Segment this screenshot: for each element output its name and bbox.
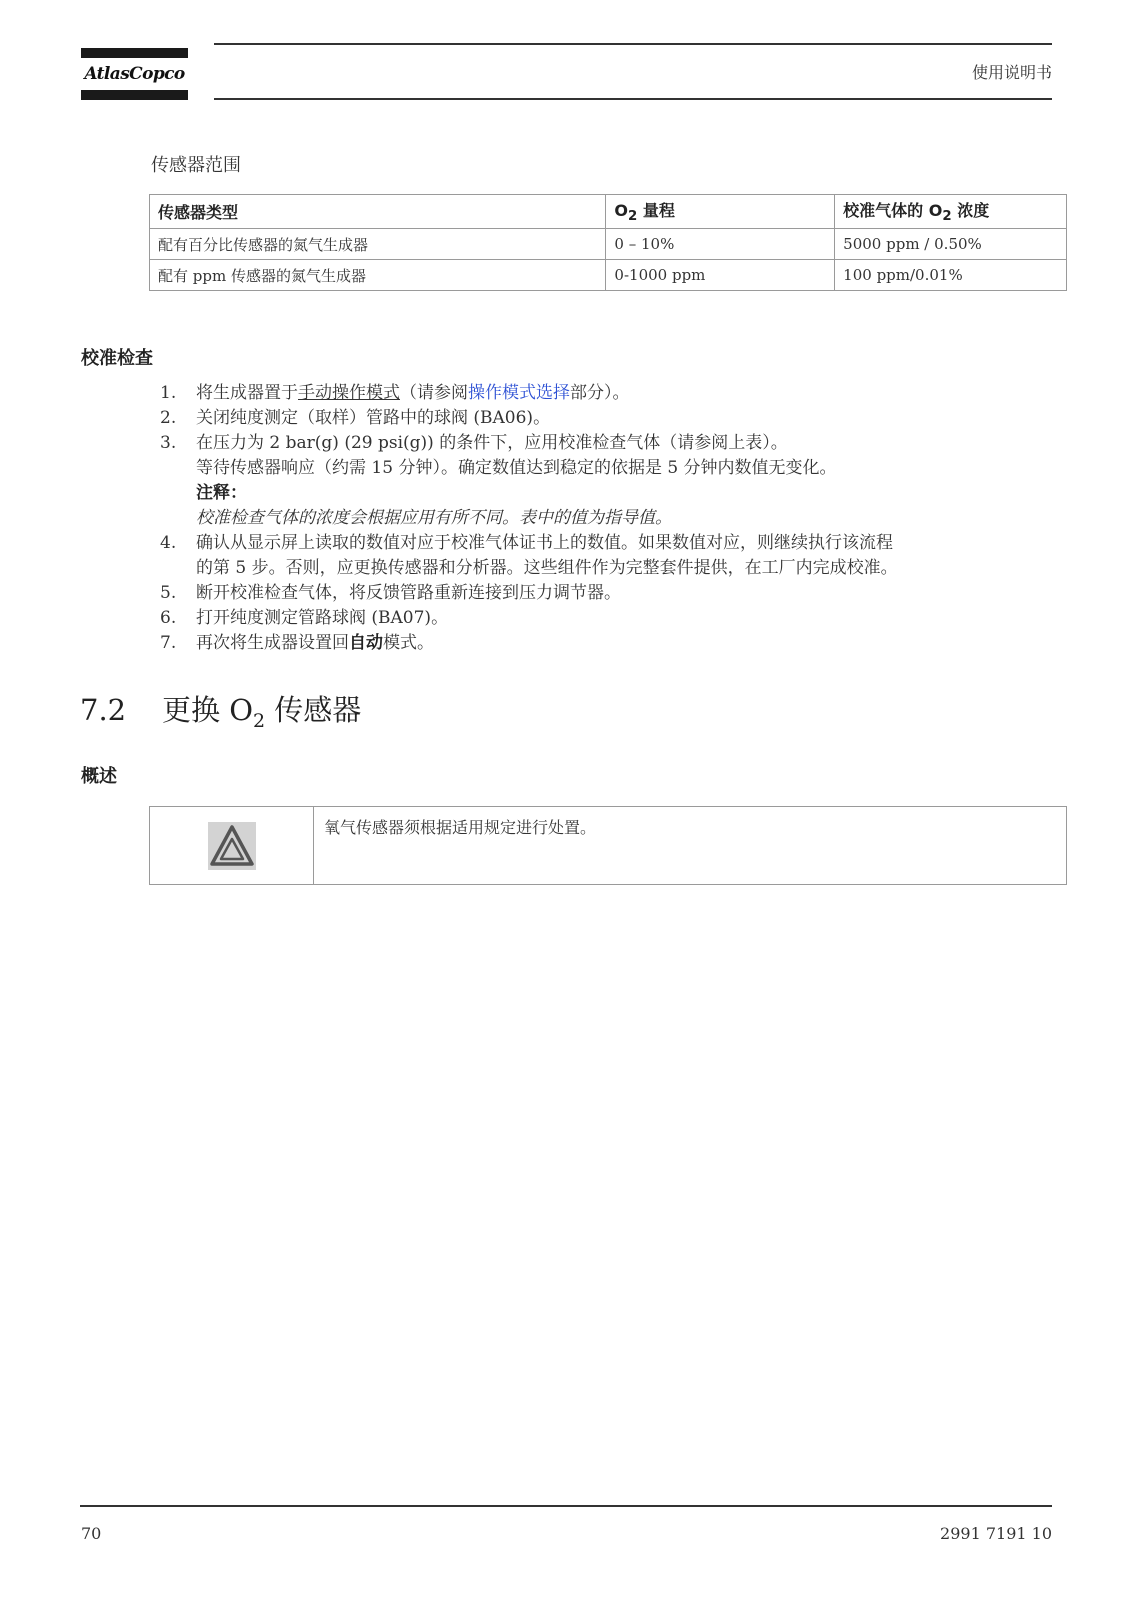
logo-bottom-bar	[81, 90, 188, 100]
table-cell: 100 ppm/0.01%	[835, 260, 1067, 291]
list-item	[160, 431, 1060, 531]
step-number: 1.	[160, 383, 177, 403]
step-number: 3.	[160, 433, 177, 453]
sensor-range-title: 传感器范围	[151, 155, 241, 176]
page-number: 70	[81, 1524, 102, 1543]
calibration-check-heading: 校准检查	[81, 348, 153, 369]
step-text: 关闭纯度测定（取样）管路中的球阀 (BA06)。	[196, 408, 551, 428]
section-title-text: 传感器	[265, 693, 362, 727]
step-number: 2.	[160, 408, 177, 428]
step-text: 的第 5 步。否则，应更换传感器和分析器。这些组件作为完整套件提供，在工厂内完成校准。	[196, 558, 898, 578]
note-text: 校准检查气体的浓度会根据应用有所不同。表中的值为指导值。	[196, 508, 672, 528]
table-header-row	[150, 195, 1067, 229]
note-label: 注释：	[196, 483, 247, 503]
warning-row	[150, 807, 1067, 885]
table-row	[150, 229, 1067, 260]
section-title-text: 更换 O	[162, 693, 253, 727]
warning-icon-cell	[150, 807, 314, 885]
overview-heading: 概述	[81, 766, 117, 787]
table-cell: 配有百分比传感器的氮气生成器	[150, 229, 606, 260]
footer-rule	[80, 1505, 1052, 1507]
step-text: 等待传感器响应（约需 15 分钟）。确定数值达到稳定的依据是 5 分钟内数值无变化。	[196, 458, 837, 478]
auto-mode-emphasis: 自动	[349, 633, 383, 653]
column-header-sensor-type: 传感器类型	[150, 195, 606, 229]
step-text: （请参阅	[400, 383, 468, 403]
atlas-copco-logo	[81, 48, 188, 100]
step-text: 再次将生成器设置回	[196, 633, 349, 653]
table-cell: 5000 ppm / 0.50%	[835, 229, 1067, 260]
warning-box	[149, 806, 1067, 885]
column-header-o2-range: $O_2$ 量程	[606, 195, 835, 229]
table-row	[150, 260, 1067, 291]
list-item	[160, 531, 1060, 581]
list-item	[160, 581, 1060, 606]
section-title	[80, 688, 361, 732]
step-number: 7.	[160, 633, 177, 653]
table-cell: 0 – 10%	[606, 229, 835, 260]
list-item	[160, 381, 1060, 406]
step-text: 在压力为 2 bar(g) (29 psi(g)) 的条件下，应用校准检查气体（请参阅上表）。	[196, 433, 788, 453]
logo-brand-text: AtlasCopco	[84, 64, 185, 84]
sensor-range-table	[149, 194, 1067, 291]
table-cell: 0-1000 ppm	[606, 260, 835, 291]
step-text: 部分）。	[570, 383, 630, 403]
step-text: 确认从显示屏上读取的数值对应于校准气体证书上的数值。如果数值对应，则继续执行该流程	[196, 533, 893, 553]
calibration-steps-list	[160, 381, 1060, 656]
step-text: 将生成器置于	[196, 383, 298, 403]
list-item	[160, 606, 1060, 631]
manual-mode-link[interactable]: 手动操作模式	[298, 383, 400, 403]
step-text: 打开纯度测定管路球阀 (BA07)。	[196, 608, 449, 628]
list-item	[160, 406, 1060, 431]
table-cell: 配有 ppm 传感器的氮气生成器	[150, 260, 606, 291]
operation-mode-selection-link[interactable]: 操作模式选择	[468, 383, 570, 403]
step-number: 6.	[160, 608, 177, 628]
section-number: 7.2	[80, 693, 127, 727]
logo-top-bar	[81, 48, 188, 58]
header-bottom-rule	[214, 98, 1052, 100]
warning-text: 氧气传感器须根据适用规定进行处置。	[314, 807, 1067, 885]
section-title-subscript: 2	[253, 709, 266, 732]
list-item	[160, 631, 1060, 656]
warning-triangle-icon	[208, 822, 256, 870]
step-number: 5.	[160, 583, 177, 603]
column-header-calibration-gas: 校准气体的 $O_2$ 浓度	[835, 195, 1067, 229]
header-top-rule	[214, 43, 1052, 45]
document-type: 使用说明书	[971, 63, 1052, 82]
document-number: 2991 7191 10	[940, 1524, 1052, 1543]
step-text: 断开校准检查气体，将反馈管路重新连接到压力调节器。	[196, 583, 621, 603]
step-text: 模式。	[383, 633, 434, 653]
step-number: 4.	[160, 533, 177, 553]
